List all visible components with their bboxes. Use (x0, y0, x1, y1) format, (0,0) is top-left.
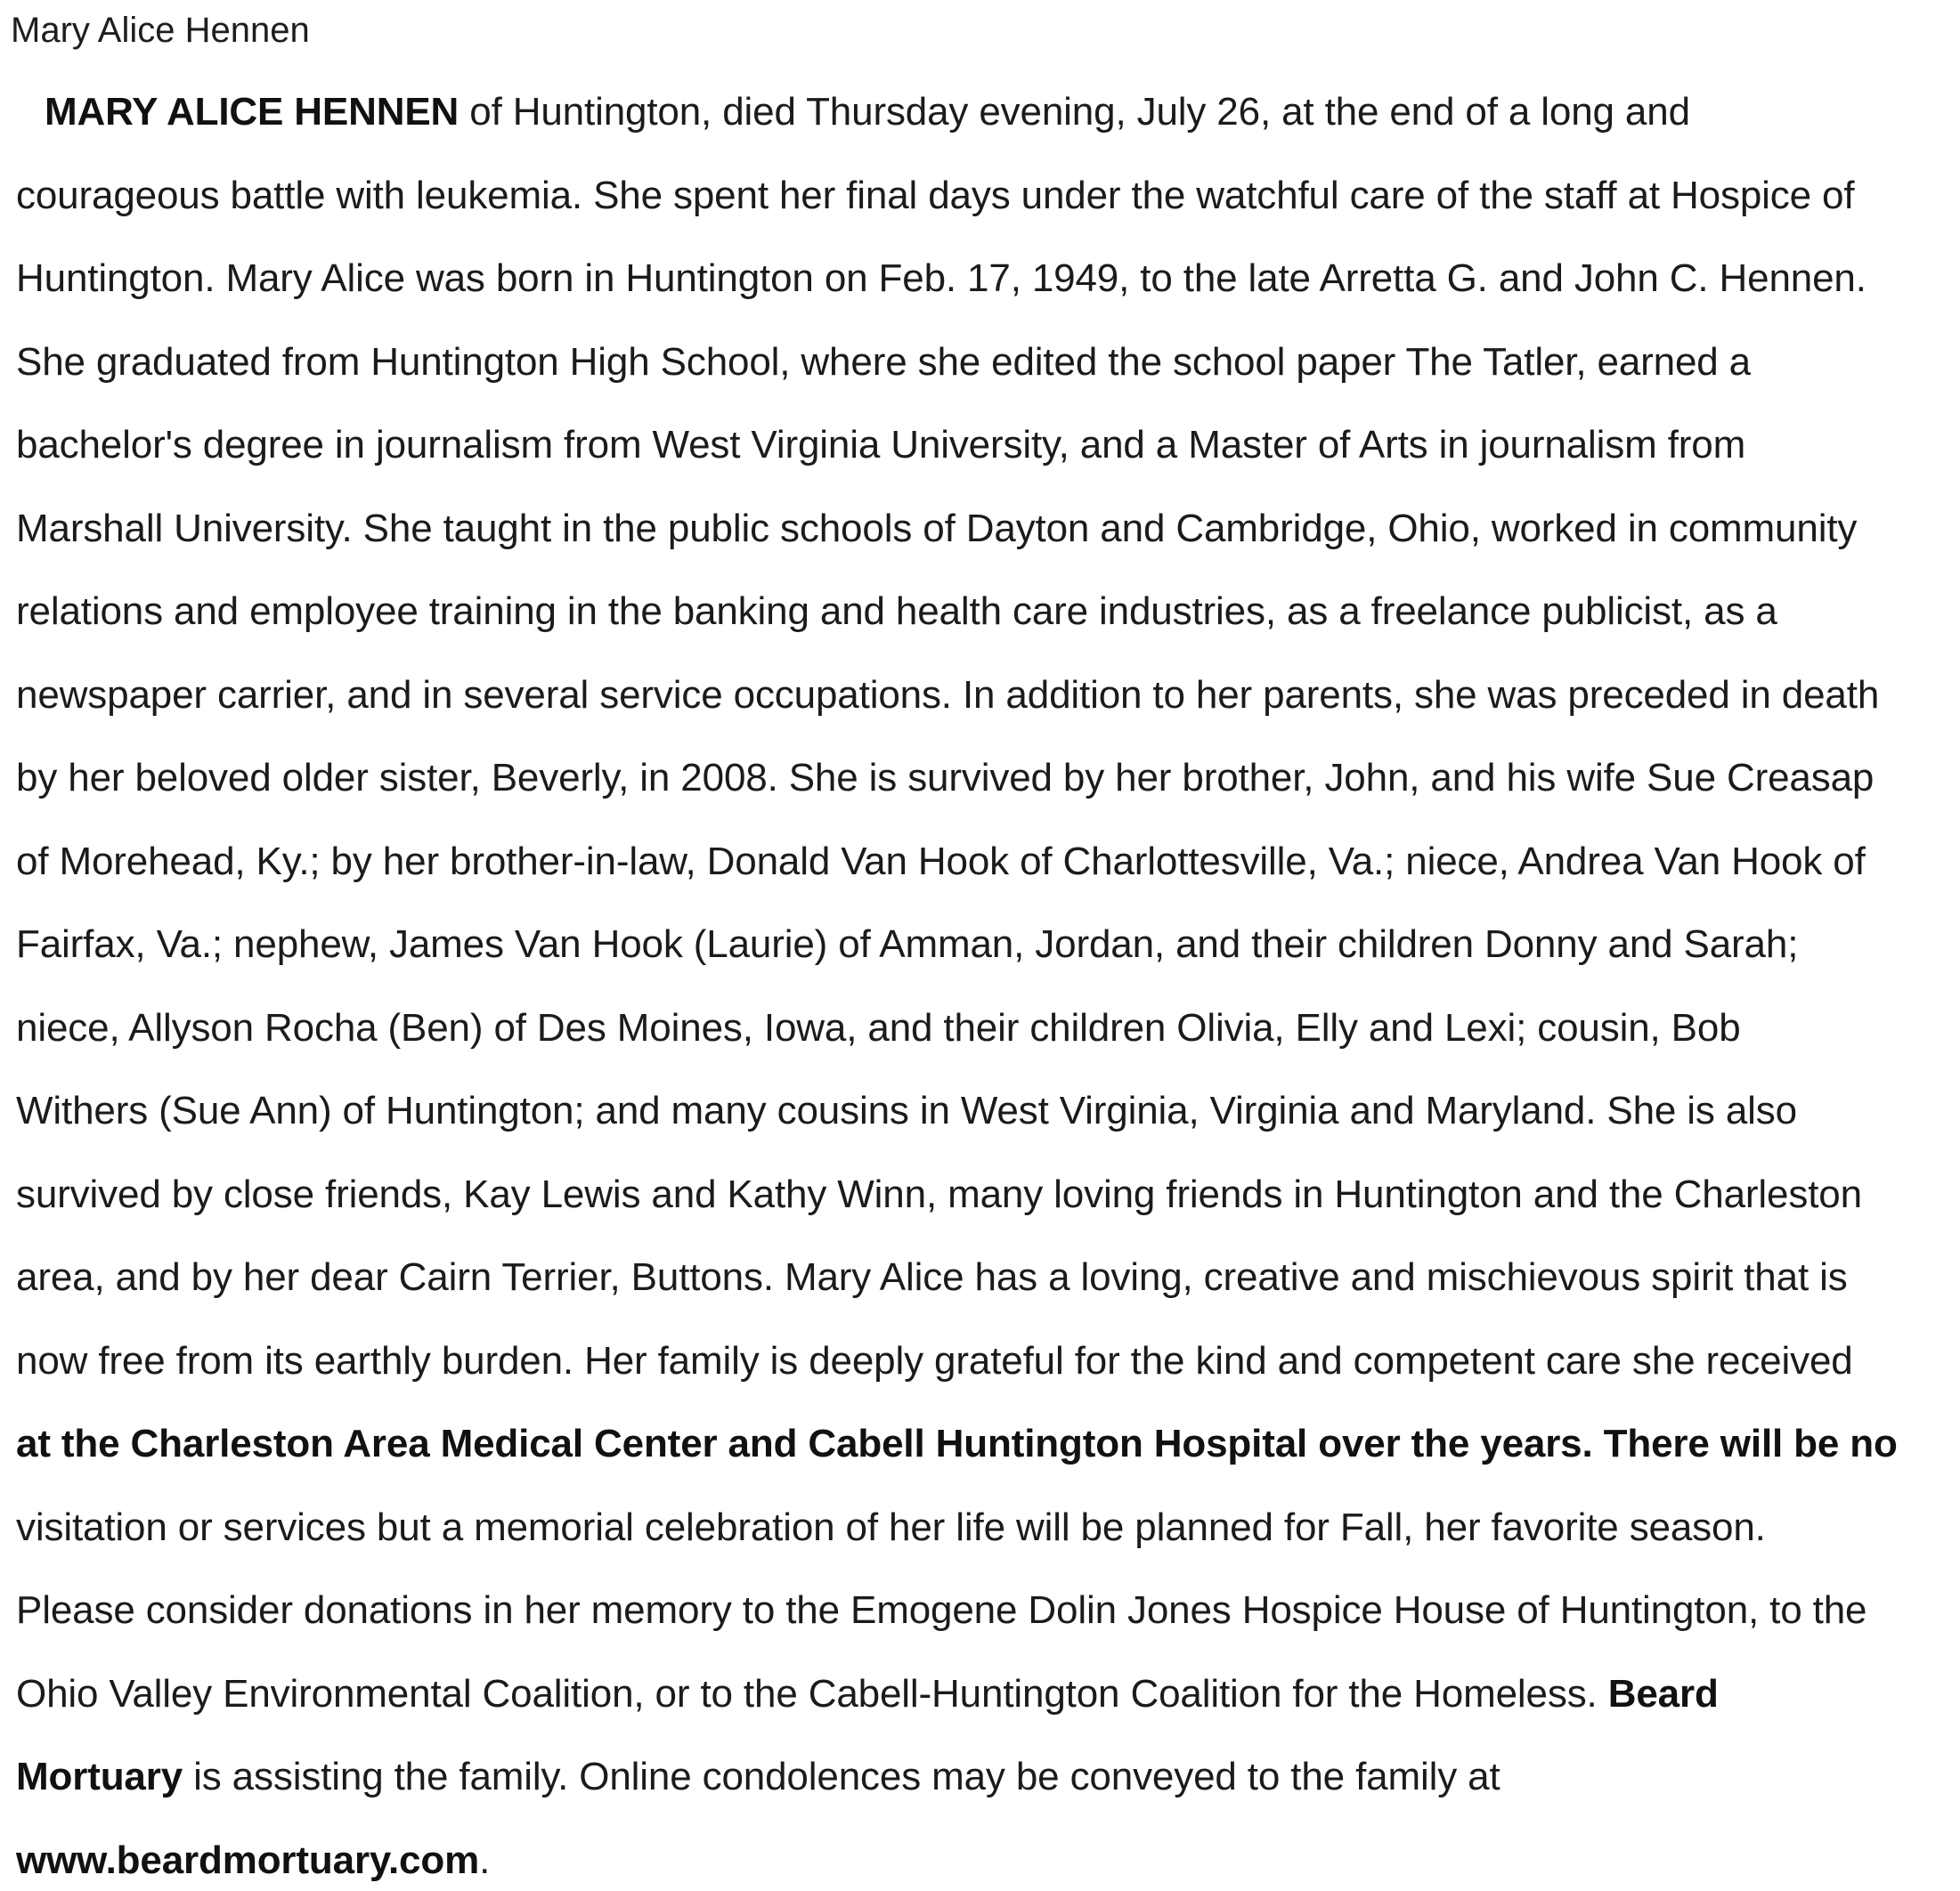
line-text: courageous battle with leukemia. She spent her final days under the watchful care of the staff at Hospice of (16, 174, 1855, 217)
line-text: area, and by her dear Cairn Terrier, Buttons. Mary Alice has a loving, creative and mischievous spirit that is (16, 1255, 1848, 1299)
line-text: bachelor's degree in journalism from West Virginia University, and a Master of Arts in journalism from (16, 423, 1746, 467)
line-text: Marshall University. She taught in the public schools of Dayton and Cambridge, Ohio, worked in community (16, 507, 1858, 550)
line-text: is assisting the family. Online condolences may be conveyed to the family at (183, 1755, 1500, 1798)
obituary-line-1 (45, 87, 1690, 137)
obituary-line-21 (16, 1752, 1500, 1802)
line-text: now free from its earthly burden. Her family is deeply grateful for the kind and competent care she received (16, 1339, 1853, 1383)
obituary-line-8 (16, 670, 1879, 720)
obituary-line-13 (16, 1086, 1797, 1136)
obituary-line-20 (16, 1669, 1719, 1719)
obituary-line-4 (16, 337, 1751, 387)
line-text: relations and employee training in the banking and health care industries, as a freelance publicist, as a (16, 589, 1777, 633)
obituary-line-2 (16, 171, 1854, 221)
obituary-line-7 (16, 587, 1777, 637)
obituary-line-6 (16, 504, 1857, 554)
line-text: by her beloved older sister, Beverly, in 2008. She is survived by her brother, John, and his wife Sue Creasap (16, 756, 1875, 799)
obituary-line-3 (16, 254, 1866, 304)
deceased-name: MARY ALICE HENNEN (45, 90, 460, 134)
obituary-line-14 (16, 1170, 1862, 1220)
obituary-line-5 (16, 420, 1745, 470)
obituary-line-9 (16, 753, 1874, 803)
obituary-line-12 (16, 1003, 1741, 1053)
obituary-line-17 (16, 1419, 1898, 1469)
mortuary-website-link[interactable]: www.beardmortuary.com (16, 1838, 480, 1882)
line-text: Fairfax, Va.; nephew, James Van Hook (Laurie) of Amman, Jordan, and their children Donny and Sarah; (16, 922, 1799, 966)
line-text: Withers (Sue Ann) of Huntington; and many cousins in West Virginia, Virginia and Maryland. She is also (16, 1089, 1797, 1132)
line-text: of Huntington, died Thursday evening, July 26, at the end of a long and (459, 90, 1690, 134)
mortuary-name-end: Mortuary (16, 1755, 183, 1798)
line-text: Ohio Valley Environmental Coalition, or to the Cabell-Huntington Coalition for the Homeless. (16, 1672, 1608, 1716)
document-title: Mary Alice Hennen (11, 11, 310, 50)
line-text: of Morehead, Ky.; by her brother-in-law, Donald Van Hook of Charlottesville, Va.; niece, Andrea Van Hook of (16, 840, 1866, 883)
obituary-line-10 (16, 837, 1866, 887)
line-text: . (479, 1838, 491, 1882)
line-text: Please consider donations in her memory to the Emogene Dolin Jones Hospice House of Huntington, to the (16, 1588, 1867, 1632)
mortuary-name-start: Beard (1607, 1672, 1719, 1716)
obituary-line-11 (16, 920, 1798, 970)
obituary-line-16 (16, 1336, 1853, 1386)
line-text: visitation or services but a memorial celebration of her life will be planned for Fall, her favorite season. (16, 1505, 1766, 1549)
line-text: Huntington. Mary Alice was born in Huntington on Feb. 17, 1949, to the late Arretta G. and John C. Hennen. (16, 256, 1866, 300)
line-text: survived by close friends, Kay Lewis and Kathy Winn, many loving friends in Huntington and the Charleston (16, 1173, 1862, 1216)
obituary-line-18 (16, 1503, 1766, 1553)
line-text: newspaper carrier, and in several service occupations. In addition to her parents, she was preceded in death (16, 673, 1880, 717)
line-text: niece, Allyson Rocha (Ben) of Des Moines, Iowa, and their children Olivia, Elly and Lexi; cousin, Bob (16, 1006, 1741, 1050)
obituary-line-15 (16, 1253, 1848, 1303)
bold-text: at the Charleston Area Medical Center and Cabell Huntington Hospital over the years. There will be no (16, 1422, 1898, 1465)
line-text: She graduated from Huntington High School, where she edited the school paper The Tatler, earned a (16, 340, 1752, 384)
obituary-line-19 (16, 1586, 1866, 1635)
obituary-line-22 (16, 1836, 490, 1886)
